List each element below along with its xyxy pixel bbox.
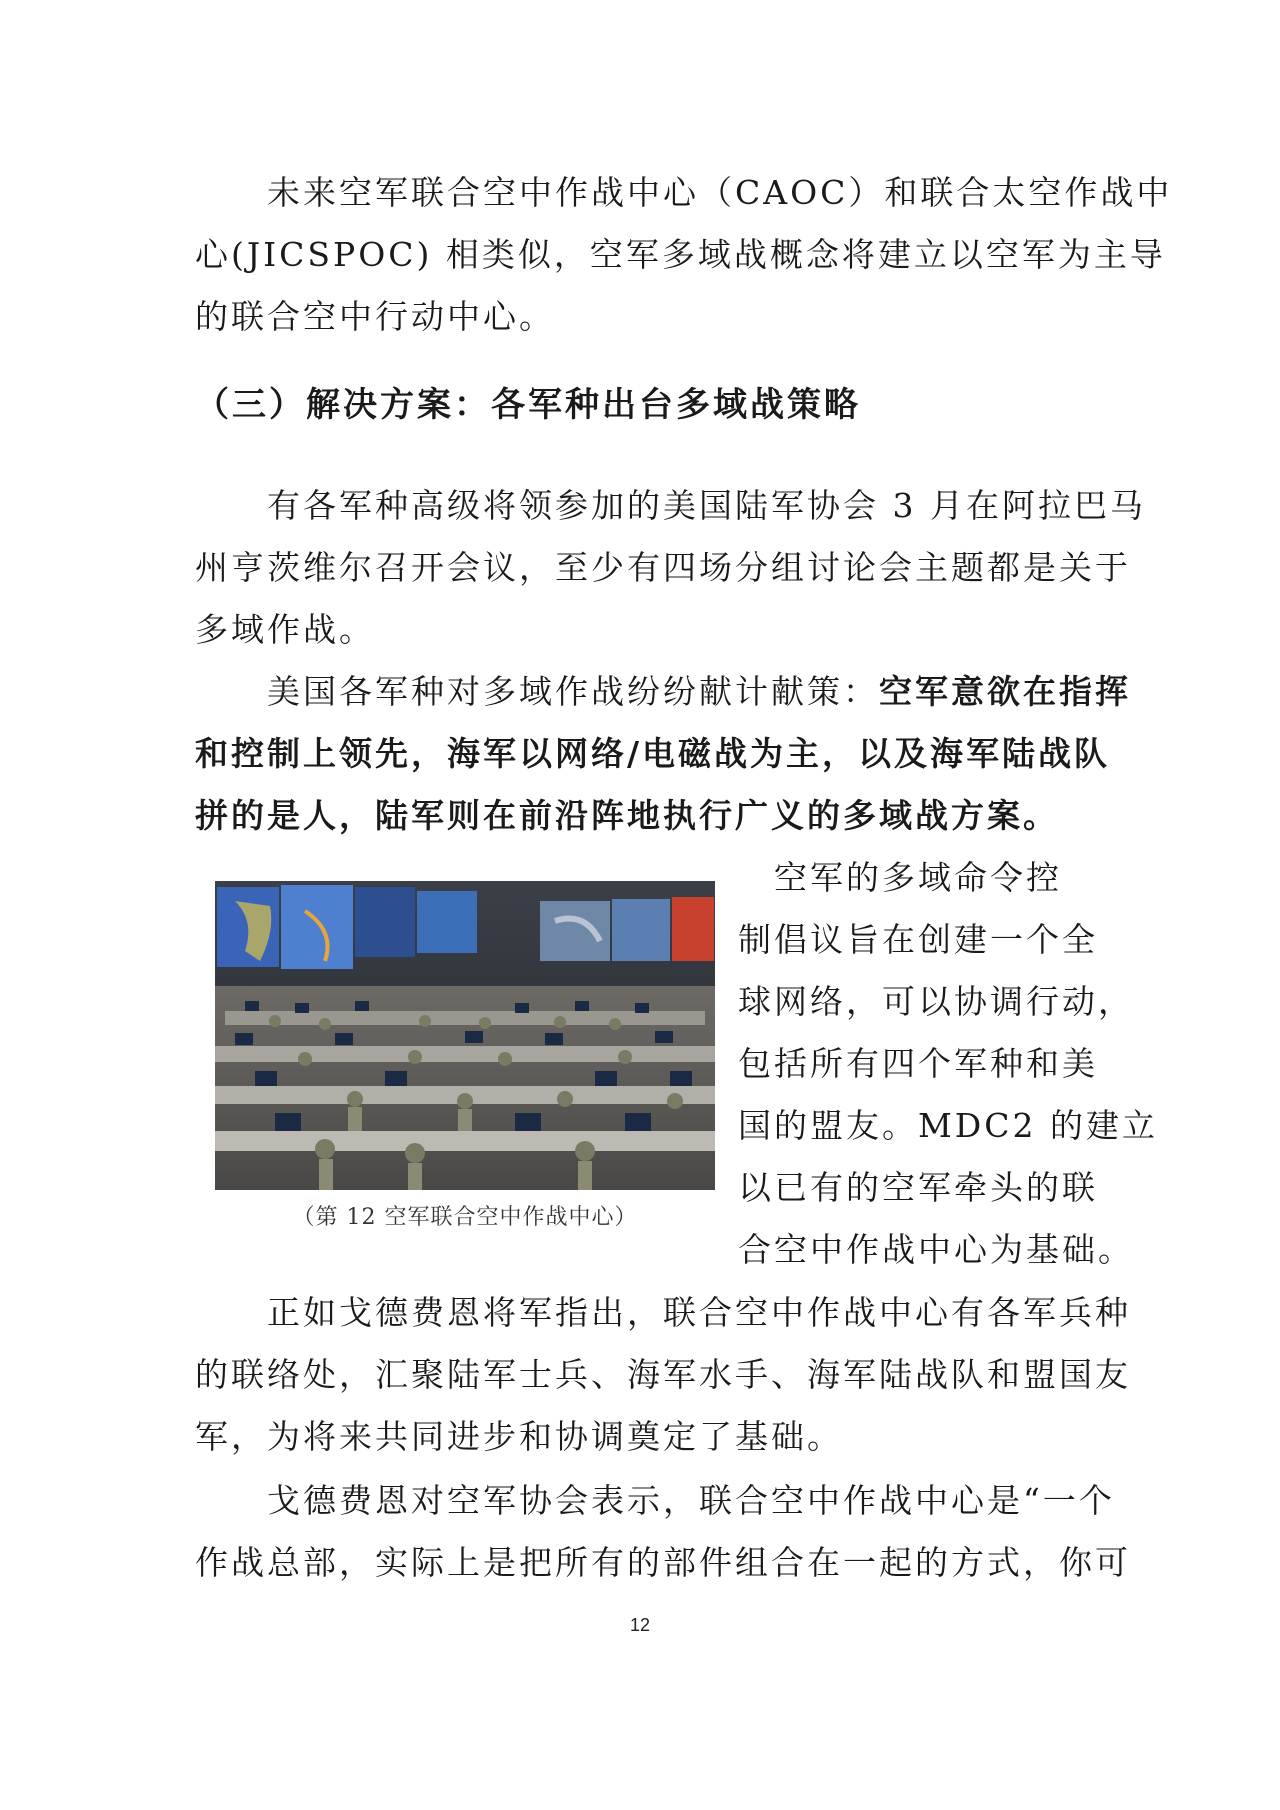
paragraph-3-line-3: 拼的是人，陆军则在前沿阵地执行广义的多域战方案。 [195, 796, 1059, 835]
paragraph-4-line-3: 军，为将来共同进步和协调奠定了基础。 [195, 1417, 843, 1456]
paragraph-4-line-1: 正如戈德费恩将军指出，联合空中作战中心有各军兵种 [195, 1293, 1131, 1332]
section-heading: （三）解决方案：各军种出台多域战策略 [195, 385, 861, 425]
paragraph-5-line-2: 作战总部，实际上是把所有的部件组合在一起的方式，你可 [195, 1543, 1131, 1582]
paragraph-3-line-2: 和控制上领先，海军以网络/电磁战为主，以及海军陆战队 [195, 734, 1111, 773]
paragraph-1-line-3: 的联合空中行动中心。 [195, 297, 555, 336]
paragraph-5-line-1: 戈德费恩对空军协会表示，联合空中作战中心是“一个 [195, 1481, 1115, 1520]
paragraph-2-line-3: 多域作战。 [195, 610, 375, 649]
figure-caption: （第 12 空军联合空中作战中心） [292, 1205, 638, 1230]
side-paragraph-line-4: 包括所有四个军种和美 [738, 1044, 1098, 1083]
paragraph-3-bold-text: 空军意欲在指挥 [879, 672, 1131, 711]
side-paragraph-line-7: 合空中作战中心为基础。 [738, 1230, 1134, 1269]
page-number: 12 [629, 1615, 651, 1635]
side-paragraph-line-3: 球网络，可以协调行动， [738, 982, 1134, 1021]
side-paragraph-line-6: 以已有的空军牵头的联 [738, 1168, 1098, 1207]
paragraph-1-line-2: 心(JICSPOC) 相类似，空军多域战概念将建立以空军为主导 [195, 235, 1166, 274]
paragraph-3-line-1 [195, 661, 1131, 723]
side-paragraph-line-2: 制倡议旨在创建一个全 [738, 920, 1098, 959]
paragraph-1-line-1: 未来空军联合空中作战中心（CAOC）和联合太空作战中 [195, 173, 1173, 212]
paragraph-2-line-1: 有各军种高级将领参加的美国陆军协会 3 月在阿拉巴马 [195, 486, 1146, 525]
side-paragraph-line-1: 空军的多域命令控 [738, 858, 1062, 897]
paragraph-4-line-2: 的联络处，汇聚陆军士兵、海军水手、海军陆战队和盟国友 [195, 1355, 1131, 1394]
paragraph-2-line-2: 州亨茨维尔召开会议，至少有四场分组讨论会主题都是关于 [195, 548, 1131, 587]
operations-center-photo [215, 881, 715, 1190]
paragraph-3-normal-text: 美国各军种对多域作战纷纷献计献策： [195, 672, 879, 711]
side-paragraph-line-5: 国的盟友。MDC2 的建立 [738, 1106, 1158, 1145]
